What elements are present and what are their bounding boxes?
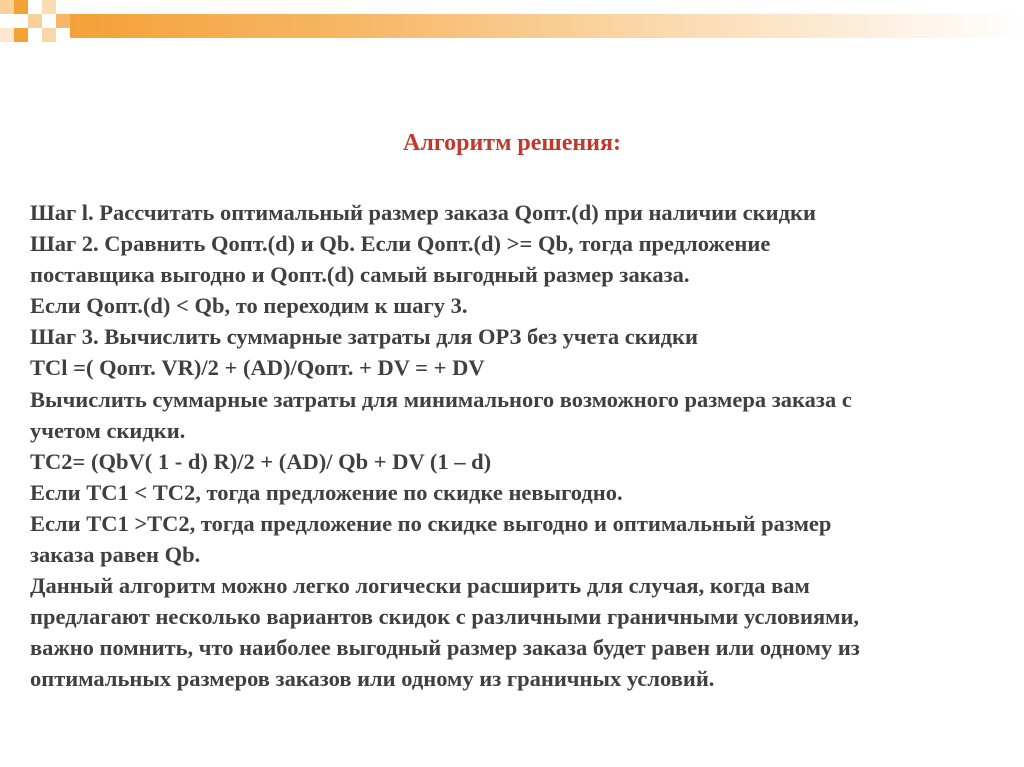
text-line: заказа равен Qb. (30, 542, 201, 568)
text-line: предлагают несколько вариантов скидок с различными граничными условиями, (30, 604, 860, 630)
text-line: поставщика выгодно и Qопт.(d) самый выгодный размер заказа. (30, 262, 690, 288)
text-line: TC2= (QbV( 1 - d) R)/2 + (AD)/ Qb + DV (1 – d) (30, 448, 492, 474)
decor-square (0, 28, 14, 42)
text-line: Шаг 2. Сравнить Qопт.(d) и Qb. Если Qопт.(d) >= Qb, тогда предложение (30, 231, 771, 257)
text-line: Если Qопт.(d) < Qb, то переходим к шагу 3. (30, 293, 468, 319)
text-line: Данный алгоритм можно легко логически расширить для случая, когда вам (30, 573, 810, 599)
slide-body (30, 197, 1000, 695)
text-line: Если ТС1 < ТС2, тогда предложение по скидке невыгодно. (30, 479, 623, 505)
text-line: TCl =( Qопт. VR)/2 + (AD)/Qопт. + DV = + DV (30, 355, 485, 381)
decor-square (14, 28, 28, 42)
text-line: учетом скидки. (30, 417, 186, 443)
decor-square (42, 28, 56, 42)
text-line: оптимальных размеров заказов или одному из граничных условий. (30, 666, 715, 692)
text-line: Шаг 3. Вычислить суммарные затраты для ОРЗ без учета скидки (30, 324, 698, 350)
decor-square (42, 0, 56, 14)
slide-title: Алгоритм решения: (403, 130, 621, 156)
decor-square (56, 14, 70, 28)
corner-decoration (0, 0, 70, 48)
decor-square (28, 14, 42, 28)
text-line: важно помнить, что наиболее выгодный размер заказа будет равен или одному из (30, 635, 860, 661)
decor-square (0, 0, 14, 14)
text-line: Шаг l. Рассчитать оптимальный размер заказа Qопт.(d) при наличии скидки (30, 200, 816, 225)
header-gradient-bar (70, 14, 1024, 38)
decor-square (14, 0, 28, 14)
text-line: Вычислить суммарные затраты для минимального возможного размера заказа с (30, 386, 852, 412)
text-line: Если ТС1 >ТС2, тогда предложение по скидке выгодно и оптимальный размер (30, 510, 832, 536)
